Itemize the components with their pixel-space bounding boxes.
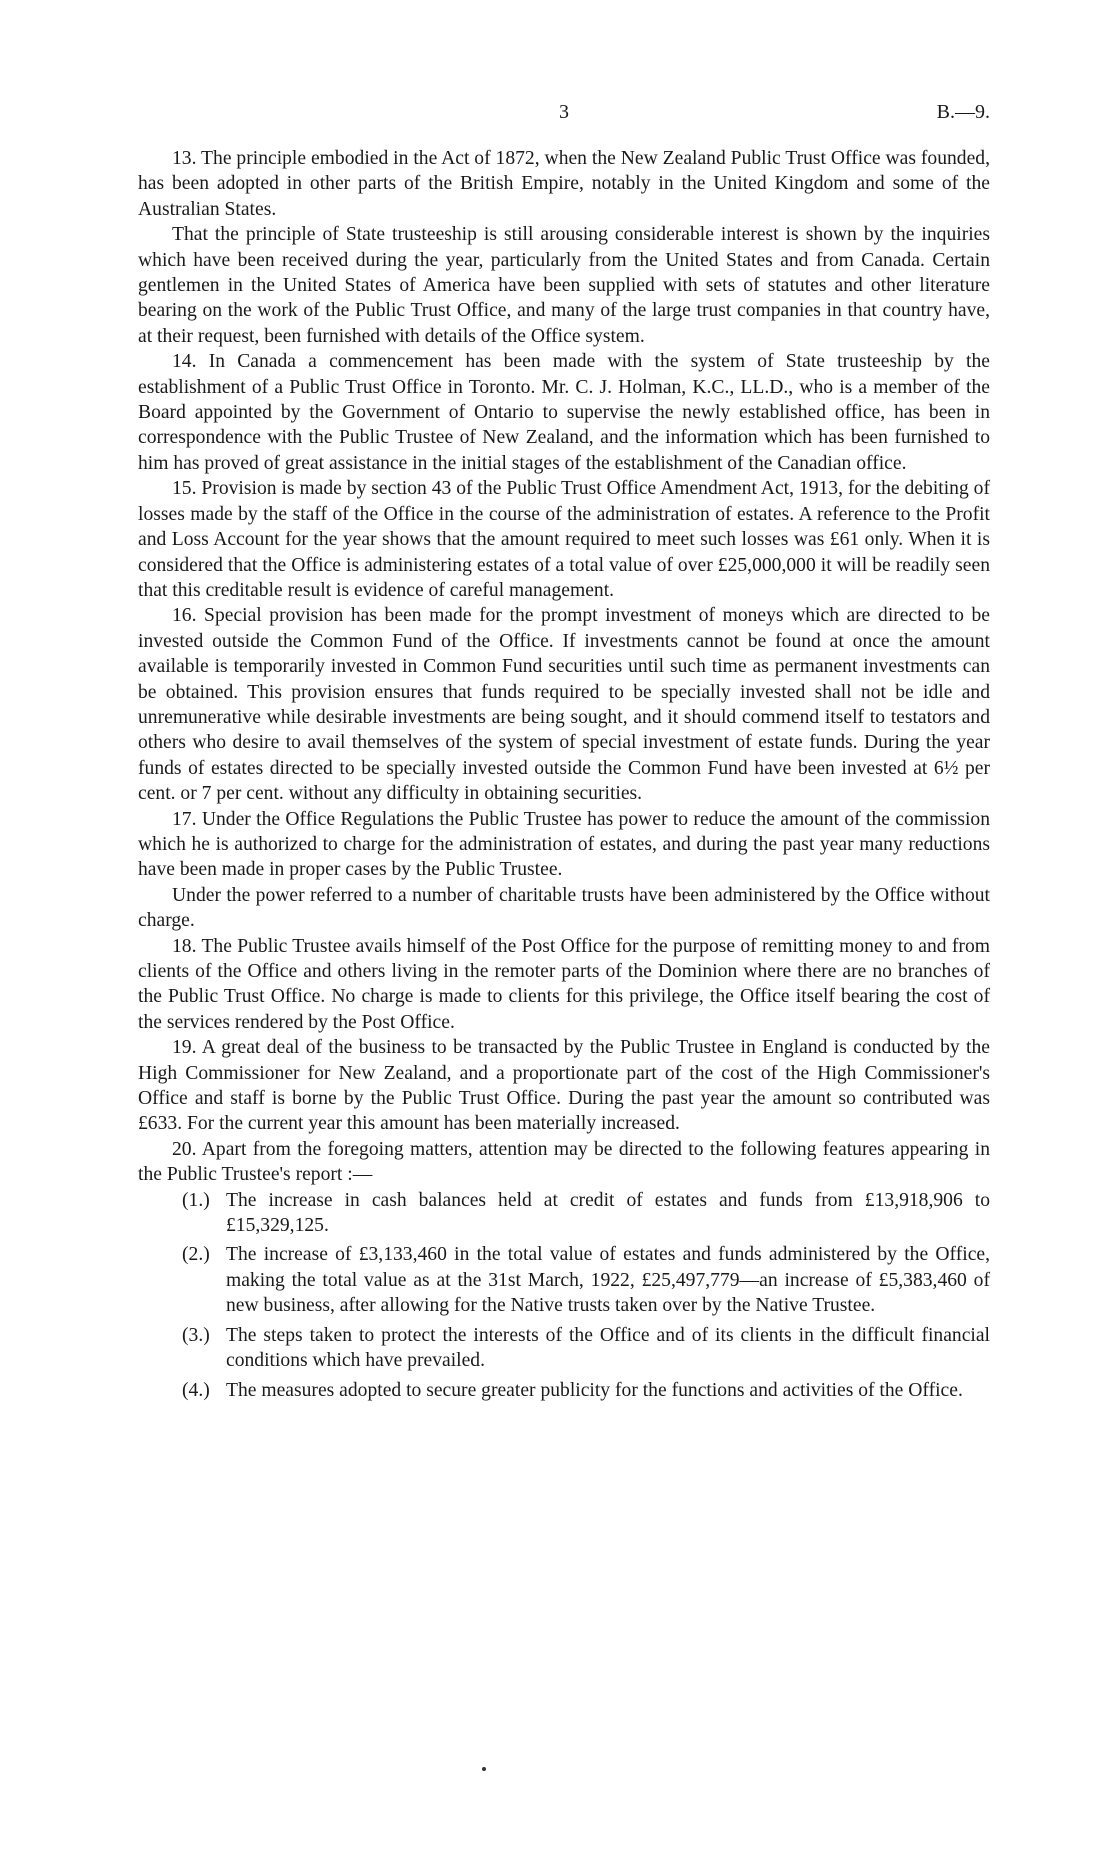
- paragraph-16: 16. Special provision has been made for the prompt investment of moneys which are directed to be invested outside the Common Fund of the Office. If investments cannot be found at once the amount available is temporarily invested in Common Fund securities until such time as permanent investments can be obtained. This provision ensures that funds required to be specially invested shall not be idle and unremunerative while desirable investments are being sought, and it should commend itself to testators and others who desire to avail themselves of the system of special investment of estate funds. During the year funds of estates directed to be specially invested outside the Common Fund have been invested at 6½ per cent. or 7 per cent. without any difficulty in obtaining securities.: [138, 605, 990, 805]
- feature-item-4: [138, 1378, 990, 1403]
- paragraph-19: 19. A great deal of the business to be transacted by the Public Trustee in England is conducted by the High Commissioner for New Zealand, and a proportionate part of the cost of the High Commissioner's Office and staff is borne by the Public Trust Office. During the past year the amount so contributed was £633. For the current year this amount has been materially increased.: [138, 1037, 990, 1135]
- feature-text: The steps taken to protect the interests of the Office and of its clients in the difficult financial conditions which have prevailed.: [226, 1324, 990, 1372]
- feature-item-2: [138, 1242, 990, 1318]
- feature-text: The increase in cash balances held at credit of estates and funds from £13,918,906 to £15,329,125.: [226, 1189, 990, 1237]
- page-header: [138, 100, 990, 130]
- paragraph-20: 20. Apart from the foregoing matters, attention may be directed to the following features appearing in the Public Trustee's report :—: [138, 1138, 990, 1186]
- paragraph-13: 13. The principle embodied in the Act of 1872, when the New Zealand Public Trust Office was founded, has been adopted in other parts of the British Empire, notably in the United Kingdom and some of the Australian States.: [138, 148, 990, 220]
- features-list: [138, 1188, 990, 1403]
- paragraph-17: 17. Under the Office Regulations the Public Trustee has power to reduce the amount of the commission which he is authorized to charge for the administration of estates, and during the past year many reductions have been made in proper cases by the Public Trustee.: [138, 808, 990, 881]
- paragraph-18: 18. The Public Trustee avails himself of the Post Office for the purpose of remitting money to and from clients of the Office and others living in the remoter parts of the Dominion where there are no branches of the Public Trust Office. No charge is made to clients for this privilege, the Office itself bearing the cost of the services rendered by the Post Office.: [138, 935, 990, 1033]
- document-reference: B.—9.: [936, 101, 990, 123]
- feature-marker: (4.): [182, 1379, 210, 1401]
- feature-item-3: [138, 1323, 990, 1374]
- paragraph-17-continued: Under the power referred to a number of charitable trusts have been administered by the Office without charge.: [138, 884, 990, 932]
- paragraph-14: 14. In Canada a commencement has been made with the system of State trusteeship by the establishment of a Public Trust Office in Toronto. Mr. C. J. Holman, K.C., LL.D., who is a member of the Board appointed by the Government of Ontario to supervise the newly established office, has been in correspondence with the Public Trustee of New Zealand, and the information which has been furnished to him has proved of great assistance in the initial stages of the establishment of the Canadian office.: [138, 351, 990, 474]
- feature-text: The increase of £3,133,460 in the total value of estates and funds administered by the Office, making the total value as at the 31st March, 1922, £25,497,779—an increase of £5,383,460 of new business, after allowing for the Native trusts taken over by the Native Trustee.: [226, 1244, 990, 1317]
- document-page: [138, 100, 990, 1407]
- feature-item-1: [138, 1188, 990, 1239]
- feature-marker: (2.): [182, 1244, 210, 1266]
- paragraph-15: 15. Provision is made by section 43 of the Public Trust Office Amendment Act, 1913, for the debiting of losses made by the staff of the Office in the course of the administration of estates. A reference to the Profit and Loss Account for the year shows that the amount required to meet such losses was £61 only. When it is considered that the Office is administering estates of a total value of over £25,000,000 it will be readily seen that this creditable result is evidence of careful management.: [138, 478, 990, 601]
- feature-marker: (1.): [182, 1189, 210, 1211]
- page-number: 3: [559, 101, 569, 123]
- paragraph-13-continued: That the principle of State trusteeship is still arousing considerable interest is shown by the inquiries which have been received during the year, particularly from the United States and from Canada. Certain gentlemen in the United States of America have been supplied with sets of statutes and other literature bearing on the work of the Public Trust Office, and many of the large trust companies in that country have, at their request, been furnished with details of the Office system.: [138, 224, 990, 347]
- feature-marker: (3.): [182, 1324, 210, 1346]
- feature-text: The measures adopted to secure greater publicity for the functions and activities of the Office.: [226, 1379, 963, 1401]
- footer-dot: [482, 1767, 486, 1771]
